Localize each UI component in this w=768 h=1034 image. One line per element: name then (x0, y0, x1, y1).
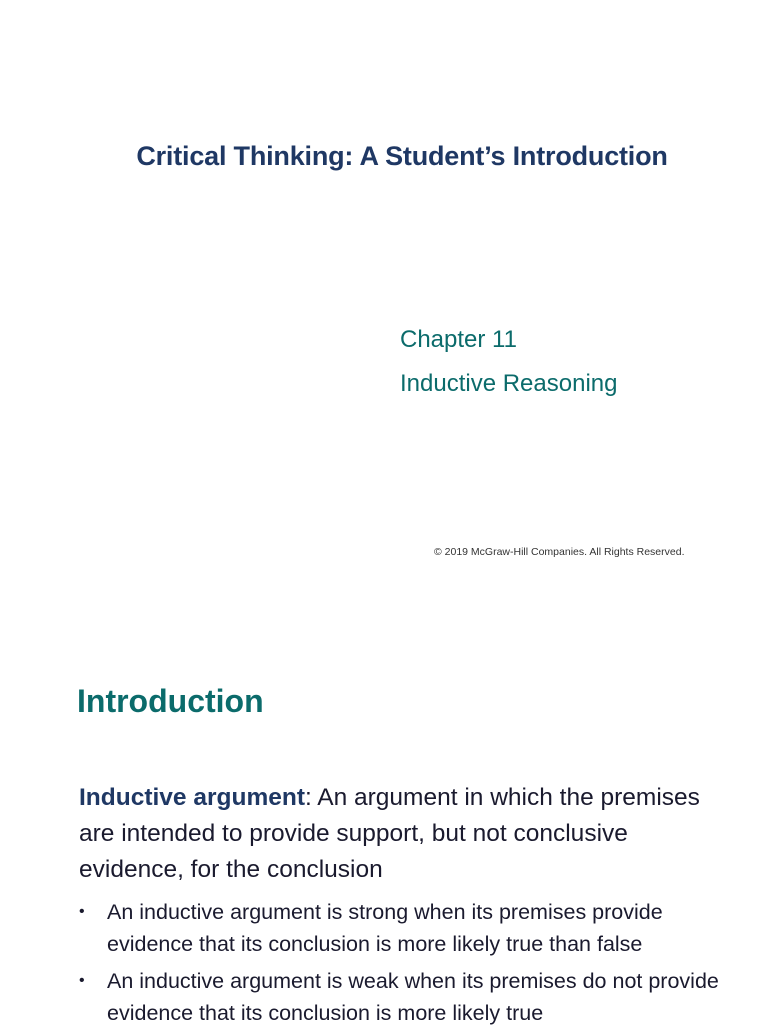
bullet-list (79, 896, 739, 1034)
chapter-number: Chapter 11 (400, 326, 517, 353)
copyright-notice: © 2019 McGraw-Hill Companies. All Rights Reserved. (434, 546, 685, 558)
bullet-item-strong (79, 896, 739, 960)
chapter-block (400, 318, 617, 406)
slide-heading: Introduction (77, 683, 264, 719)
bullet-item-weak (79, 965, 739, 1029)
chapter-title: Inductive Reasoning (400, 370, 618, 397)
bullet-icon: • (79, 972, 85, 989)
definition-paragraph (79, 780, 739, 888)
definition-term: Inductive argument (79, 784, 305, 811)
introduction-slide (0, 640, 768, 1024)
definition-text: : An argument in which the premises are intended to provide support, but not conclusive evidence, for the conclusion (79, 784, 700, 883)
deck-title: Critical Thinking: A Student’s Introduction (136, 141, 668, 171)
bullet-text: An inductive argument is strong when its premises provide evidence that its conclusion is more likely true than false (107, 900, 663, 956)
bullet-icon: • (79, 903, 85, 920)
bullet-text: An inductive argument is weak when its premises do not provide evidence that its conclusion is more likely true (107, 969, 719, 1025)
